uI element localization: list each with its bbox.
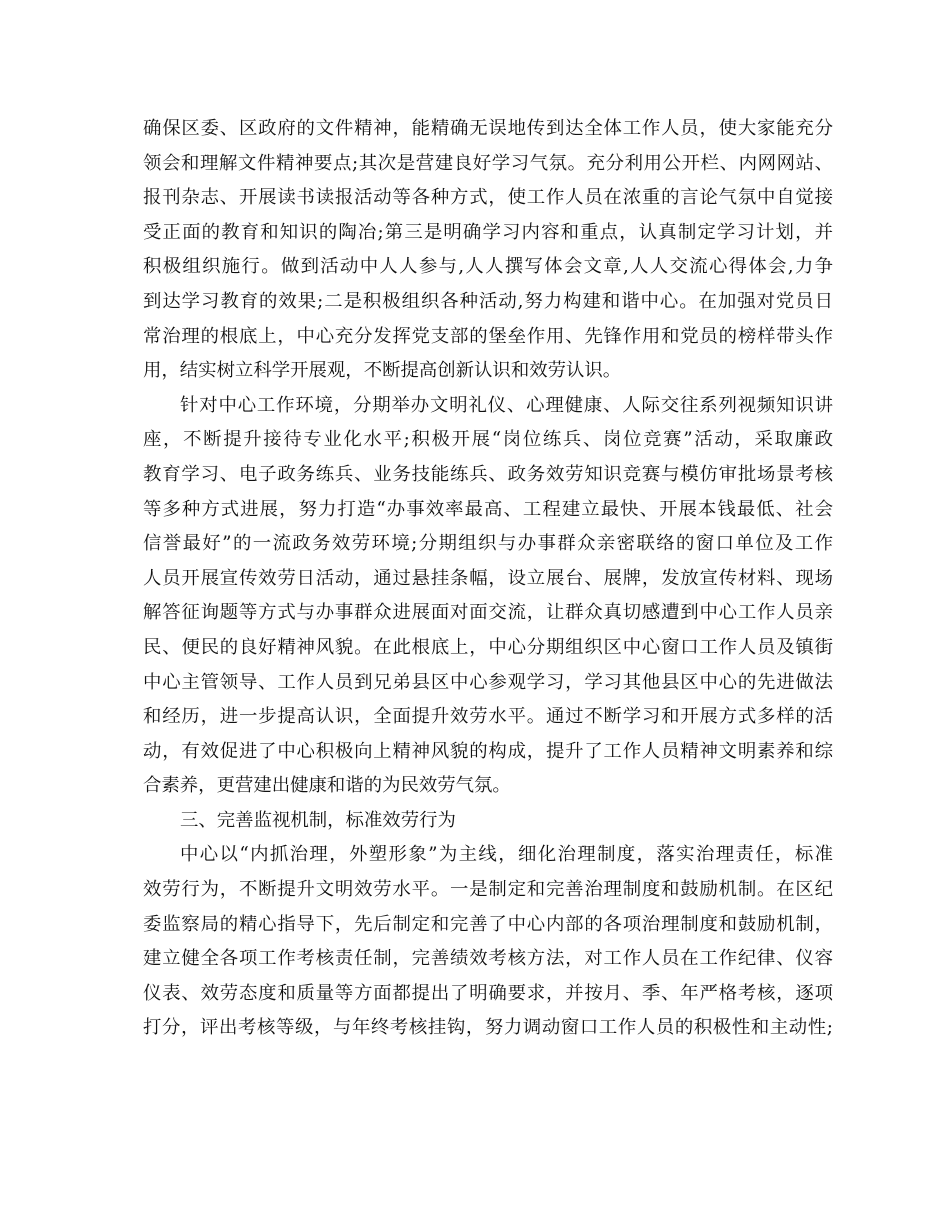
text-line: 积极组织施行。做到活动中人人参与,人人撰写体会文章,人人交流心得体会,力争 — [143, 256, 833, 278]
text-line: 领会和理解文件精神要点;其次是营建良好学习气氛。充分利用公开栏、内网网站、 — [143, 152, 833, 174]
text-line: 动，有效促进了中心积极向上精神风貌的构成，提升了工作人员精神文明素养和综 — [143, 740, 833, 762]
text-line: 仪表、效劳态度和质量等方面都提出了明确要求，并按月、季、年严格考核，逐项 — [143, 982, 833, 1004]
text-line: 委监察局的精心指导下，先后制定和完善了中心内部的各项治理制度和鼓励机制， — [143, 913, 833, 935]
text-line: 建立健全各项工作考核责任制，完善绩效考核方法，对工作人员在工作纪律、仪容 — [143, 948, 833, 970]
text-line: 等多种方式进展，努力打造“办事效率最高、工程建立最快、开展本钱最低、社会 — [143, 498, 833, 520]
section-heading: 三、完善监视机制，标准效劳行为 — [180, 809, 456, 831]
text-line: 常治理的根底上，中心充分发挥党支部的堡垒作用、先锋作用和党员的榜样带头作 — [143, 325, 833, 347]
text-line: 民、便民的良好精神风貌。在此根底上，中心分期组织区中心窗口工作人员及镇街 — [143, 636, 833, 658]
text-line: 中心主管领导、工作人员到兄弟县区中心参观学习，学习其他县区中心的先进做法 — [143, 671, 833, 693]
text-line: 信誉最好”的一流政务效劳环境;分期组织与办事群众亲密联络的窗口单位及工作 — [143, 533, 833, 555]
text-line: 受正面的教育和知识的陶冶;第三是明确学习内容和重点，认真制定学习计划，并 — [143, 221, 833, 243]
text-line: 报刊杂志、开展读书读报活动等各种方式，使工作人员在浓重的言论气氛中自觉接 — [143, 187, 833, 209]
text-line: 教育学习、电子政务练兵、业务技能练兵、政务效劳知识竞赛与模仿审批场景考核 — [143, 463, 833, 485]
text-line: 到达学习教育的效果;二是积极组织各种活动,努力构建和谐中心。在加强对党员日 — [143, 290, 833, 312]
text-line: 座，不断提升接待专业化水平;积极开展“岗位练兵、岗位竞赛”活动，采取廉政 — [143, 429, 833, 451]
text-line: 用，结实树立科学开展观，不断提高创新认识和效劳认识。 — [143, 360, 622, 382]
text-line: 合素养，更营建出健康和谐的为民效劳气氛。 — [143, 775, 511, 797]
text-line: 打分，评出考核等级，与年终考核挂钩，努力调动窗口工作人员的积极性和主动性; — [143, 1017, 833, 1039]
document-body — [143, 112, 833, 1046]
text-line: 效劳行为，不断提升文明效劳水平。一是制定和完善治理制度和鼓励机制。在区纪 — [143, 879, 833, 901]
text-line: 中心以“内抓治理，外塑形象”为主线，细化治理制度，落实治理责任，标准 — [180, 844, 833, 866]
text-line: 和经历，进一步提高认识，全面提升效劳水平。通过不断学习和开展方式多样的活 — [143, 706, 833, 728]
text-line: 针对中心工作环境，分期举办文明礼仪、心理健康、人际交往系列视频知识讲 — [180, 394, 833, 416]
text-line: 解答征询题等方式与办事群众进展面对面交流，让群众真切感遭到中心工作人员亲 — [143, 602, 833, 624]
text-line: 人员开展宣传效劳日活动，通过悬挂条幅，设立展台、展牌，发放宣传材料、现场 — [143, 567, 833, 589]
text-line: 确保区委、区政府的文件精神，能精确无误地传到达全体工作人员，使大家能充分 — [143, 118, 833, 139]
